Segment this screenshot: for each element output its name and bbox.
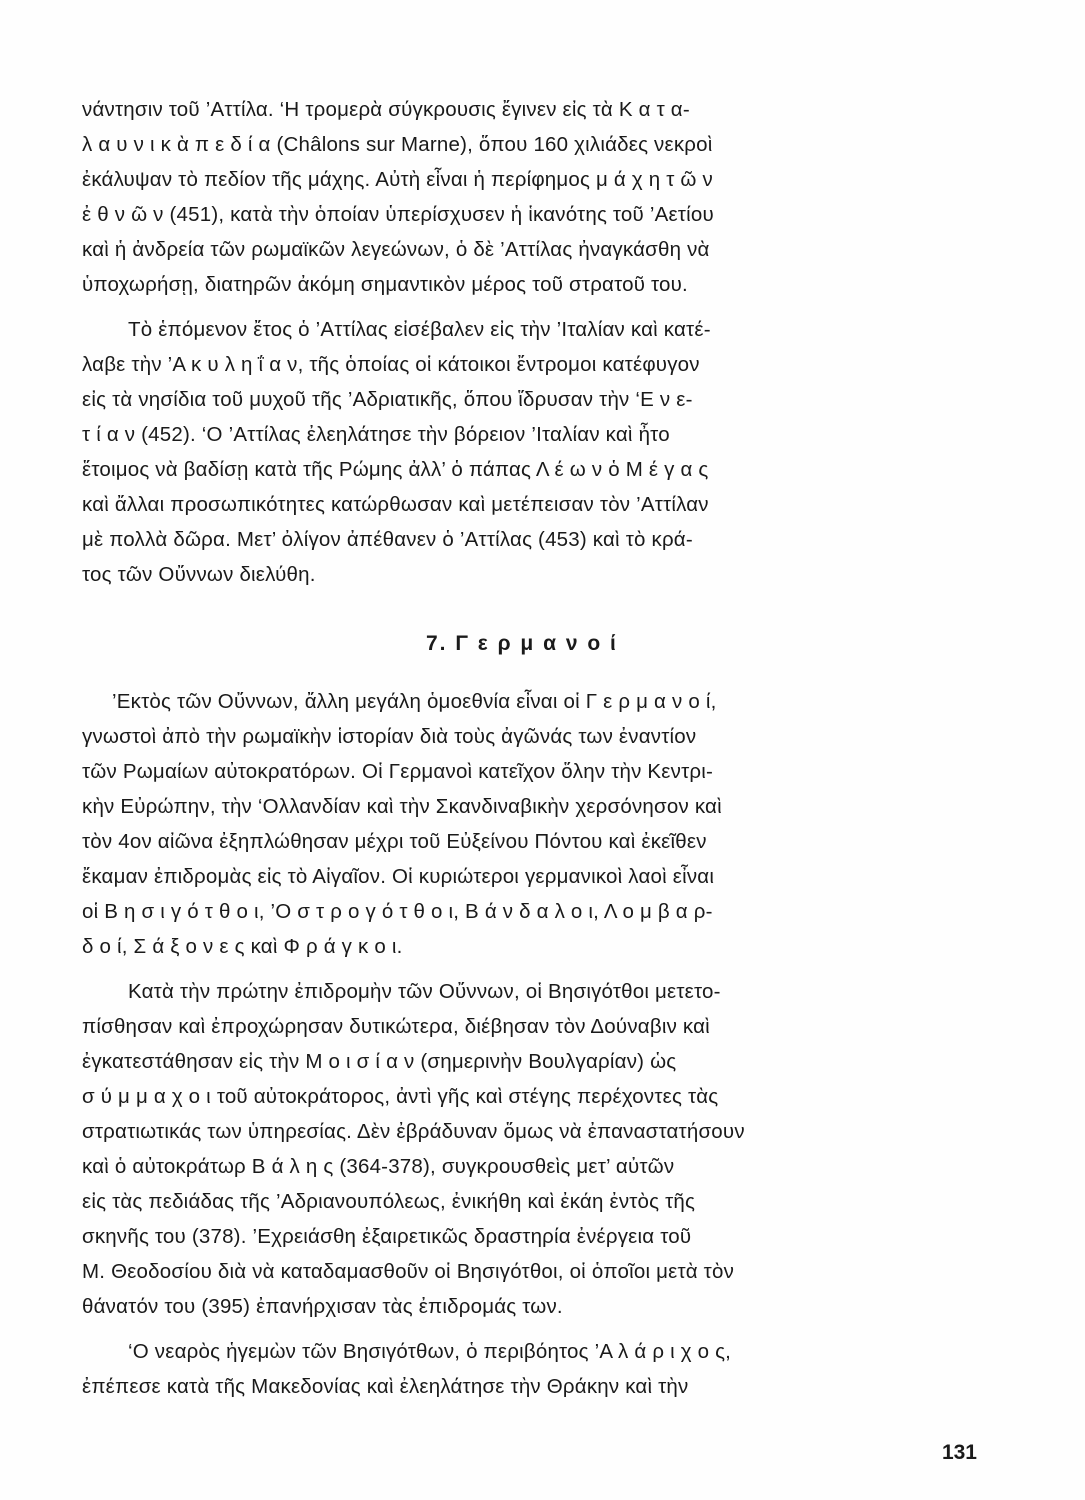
text-line: οἱ Β η σ ι γ ό τ θ ο ι, ’Ο σ τ ρ ο γ ό τ θ ο ι, Β ά ν δ α λ ο ι, Λ ο μ β α ρ- bbox=[82, 900, 713, 923]
text-line: εἰς τὰ νησίδια τοῦ μυχοῦ τῆς ’Αδριατικῆς, ὅπου ἵδρυσαν τὴν ‘Ε ν ε- bbox=[82, 388, 693, 411]
text-line: λ α υ ν ι κ ὰ π ε δ ί α (Châlons sur Marne), ὅπου 160 χιλιάδες νεκροὶ bbox=[82, 133, 713, 156]
section-heading: 7. Γ ε ρ μ α ν ο ί bbox=[426, 632, 618, 655]
text-line: λαβε τὴν ’Α κ υ λ η ΐ α ν, τῆς ὁποίας οἱ κάτοικοι ἔντρομοι κατέφυγον bbox=[82, 353, 700, 376]
text-line: νάντησιν τοῦ ’Αττίλα. ‘Η τρομερὰ σύγκρουσις ἔγινεν εἰς τὰ Κ α τ α- bbox=[82, 98, 690, 121]
text-line: ὑποχωρήσῃ, διατηρῶν ἀκόμη σημαντικὸν μέρος τοῦ στρατοῦ του. bbox=[82, 273, 688, 296]
text-line: πίσθησαν καὶ ἐπροχώρησαν δυτικώτερα, διέβησαν τὸν Δούναβιν καὶ bbox=[82, 1015, 710, 1038]
text-line: τῶν Ρωμαίων αὐτοκρατόρων. Οἱ Γερμανοὶ κατεῖχον ὅλην τὴν Κεντρι- bbox=[82, 760, 714, 783]
text-line: στρατιωτικάς των ὑπηρεσίας. Δὲν ἐβράδυναν ὅμως νὰ ἐπαναστατήσουν bbox=[82, 1120, 745, 1143]
text-line: Κατὰ τὴν πρώτην ἐπιδρομὴν τῶν Οὔννων, οἱ Βησιγότθοι μετετο- bbox=[128, 980, 721, 1003]
text-line: Τὸ ἑπόμενον ἔτος ὁ ’Αττίλας εἰσέβαλεν εἰς τὴν ’Ιταλίαν καὶ κατέ- bbox=[128, 318, 711, 341]
text-line: ἐ θ ν ῶ ν (451), κατὰ τὴν ὁποίαν ὑπερίσχυσεν ἡ ἱκανότης τοῦ ’Αετίου bbox=[82, 203, 714, 226]
text-line: τὸν 4ον αἰῶνα ἐξηπλώθησαν μέχρι τοῦ Εὐξείνου Πόντου καὶ ἐκεῖθεν bbox=[82, 830, 707, 853]
text-line: καὶ ἡ ἀνδρεία τῶν ρωμαϊκῶν λεγεώνων, ὁ δὲ ’Αττίλας ἠναγκάσθη νὰ bbox=[82, 238, 710, 261]
text-line: θάνατόν του (395) ἐπανήρχισαν τὰς ἐπιδρομάς των. bbox=[82, 1295, 563, 1318]
text-line: Μ. Θεοδοσίου διὰ νὰ καταδαμασθοῦν οἱ Βησιγότθοι, οἱ ὁποῖοι μετὰ τὸν bbox=[82, 1260, 735, 1283]
text-line: σ ύ μ μ α χ ο ι τοῦ αὐτοκράτορος, ἀντὶ γῆς καὶ στέγης περέχοντες τὰς bbox=[82, 1085, 719, 1108]
text-line: δ ο ί, Σ ά ξ ο ν ε ς καὶ Φ ρ ά γ κ ο ι. bbox=[82, 935, 403, 958]
text-line: τ ί α ν (452). ‘Ο ’Αττίλας ἐλεηλάτησε τὴν βόρειον ’Ιταλίαν καὶ ἦτο bbox=[82, 423, 670, 446]
text-line: ἕτοιμος νὰ βαδίσῃ κατὰ τῆς Ρώμης ἀλλ’ ὁ πάπας Λ έ ω ν ὁ Μ έ γ α ς bbox=[82, 458, 709, 481]
text-line: ἐγκατεστάθησαν εἰς τὴν Μ ο ι σ ί α ν (σημερινὴν Βουλγαρίαν) ὡς bbox=[82, 1050, 677, 1073]
text-line: ‘Ο νεαρὸς ἡγεμὼν τῶν Βησιγότθων, ὁ περιβόητος ’Α λ ά ρ ι χ ο ς, bbox=[128, 1340, 732, 1363]
text-line: κὴν Εὐρώπην, τὴν ‘Ολλανδίαν καὶ τὴν Σκανδιναβικὴν χερσόνησον καὶ bbox=[82, 795, 722, 818]
text-line: καὶ ἄλλαι προσωπικότητες κατώρθωσαν καὶ μετέπεισαν τὸν ’Αττίλαν bbox=[82, 493, 709, 516]
text-line: ’Εκτὸς τῶν Οὔννων, ἄλλη μεγάλη ὁμοεθνία εἶναι οἱ Γ ε ρ μ α ν ο ί, bbox=[112, 690, 717, 713]
text-line: τος τῶν Οὔννων διελύθη. bbox=[82, 563, 316, 586]
text-line: σκηνῆς του (378). ’Εχρειάσθη ἐξαιρετικῶς δραστηρία ἐνέργεια τοῦ bbox=[82, 1225, 692, 1248]
text-line: ἔκαμαν ἐπιδρομὰς εἰς τὸ Αἰγαῖον. Οἱ κυριώτεροι γερμανικοὶ λαοὶ εἶναι bbox=[82, 865, 715, 888]
text-line: ἐκάλυψαν τὸ πεδίον τῆς μάχης. Αὐτὴ εἶναι ἡ περίφημος μ ά χ η τ ῶ ν bbox=[82, 168, 713, 191]
page-number: 131 bbox=[941, 1441, 977, 1464]
text-line: γνωστοὶ ἀπὸ τὴν ρωμαϊκὴν ἱστορίαν διὰ τοὺς ἀγῶνάς των ἐναντίον bbox=[82, 725, 697, 748]
text-line: εἰς τὰς πεδιάδας τῆς ’Αδριανουπόλεως, ἐνικήθη καὶ ἐκάη ἐντὸς τῆς bbox=[82, 1190, 696, 1213]
text-line: καὶ ὁ αὐτοκράτωρ Β ά λ η ς (364-378), συγκρουσθεὶς μετ’ αὐτῶν bbox=[82, 1155, 675, 1178]
text-line: ἐπέπεσε κατὰ τῆς Μακεδονίας καὶ ἐλεηλάτησε τὴν Θράκην καὶ τὴν bbox=[82, 1375, 689, 1398]
text-line: μὲ πολλὰ δῶρα. Μετ’ ὀλίγον ἀπέθανεν ὁ ’Αττίλας (453) καὶ τὸ κρά- bbox=[82, 528, 693, 551]
